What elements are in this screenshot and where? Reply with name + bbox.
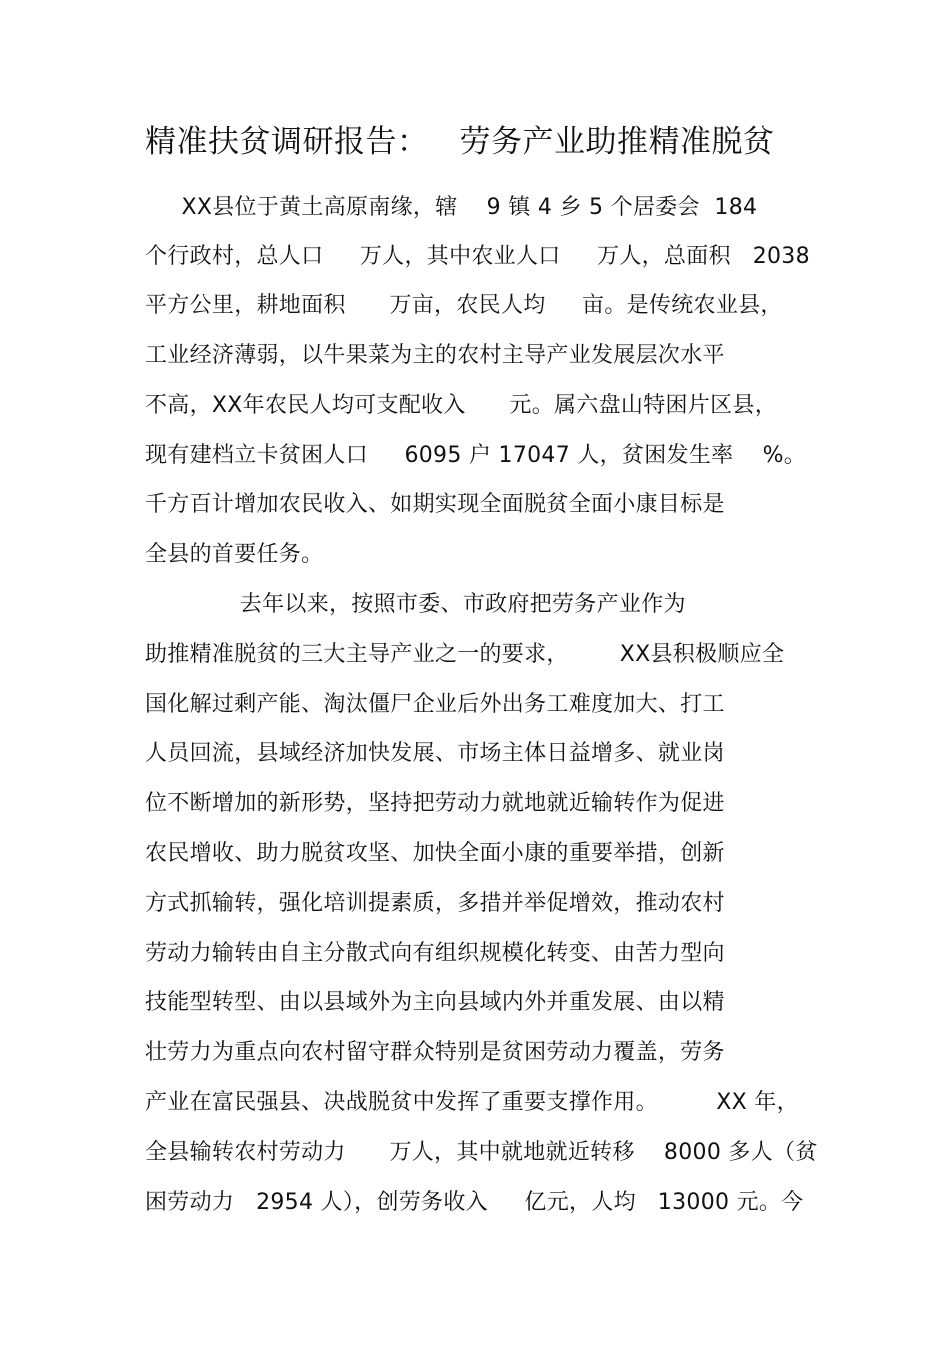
paragraph-1-line-8: 全县的首要任务。	[145, 542, 324, 567]
paragraph-2-line-4: 人员回流，县域经济加快发展、市场主体日益增多、就业岗	[145, 741, 725, 766]
document-title: 精准扶贫调研报告： 劳务产业助推精准脱贫	[145, 124, 775, 160]
paragraph-1-line-3: 平方公里，耕地面积 万亩，农民人均 亩。是传统农业县，	[145, 293, 783, 318]
paragraph-2-line-6: 农民增收、助力脱贫攻坚、加快全面小康的重要举措，创新	[145, 841, 725, 866]
paragraph-2-line-1: 去年以来，按照市委、市政府把劳务产业作为	[145, 592, 686, 617]
paragraph-2-line-2: 助推精准脱贫的三大主导产业之一的要求， XX县积极顺应全	[145, 642, 785, 667]
paragraph-1-line-7: 千方百计增加农民收入、如期实现全面脱贫全面小康目标是	[145, 492, 725, 517]
paragraph-2-line-7: 方式抓输转，强化培训提素质，多措并举促增效，推动农村	[145, 891, 725, 916]
paragraph-2-line-3: 国化解过剩产能、淘汰僵尸企业后外出务工难度加大、打工	[145, 692, 725, 717]
paragraph-1-line-6: 现有建档立卡贫困人口 6095 户 17047 人，贫困发生率 %。	[145, 443, 807, 468]
paragraph-2-line-10: 壮劳力为重点向农村留守群众特别是贫困劳动力覆盖，劳务	[145, 1040, 725, 1065]
paragraph-2-line-11: 产业在富民强县、决战脱贫中发挥了重要支撑作用。 XX 年，	[145, 1090, 799, 1115]
paragraph-2-line-9: 技能型转型、由以县域外为主向县域内外并重发展、由以精	[145, 990, 725, 1015]
paragraph-1-line-1: XX县位于黄土高原南缘，辖 9 镇 4 乡 5 个居委会 184	[145, 195, 758, 220]
paragraph-1-line-4: 工业经济薄弱，以牛果菜为主的农村主导产业发展层次水平	[145, 343, 725, 368]
paragraph-2-line-13: 困劳动力 2954 人），创劳务收入 亿元，人均 13000 元。今	[145, 1190, 804, 1215]
paragraph-2-line-12: 全县输转农村劳动力 万人，其中就地就近转移 8000 多人（贫	[145, 1140, 818, 1165]
paragraph-1-line-2: 个行政村，总人口 万人，其中农业人口 万人，总面积 2038	[145, 244, 810, 269]
paragraph-2-line-5: 位不断增加的新形势，坚持把劳动力就地就近输转作为促进	[145, 791, 725, 816]
paragraph-2-line-8: 劳动力输转由自主分散式向有组织规模化转变、由苦力型向	[145, 941, 725, 966]
paragraph-1-line-5: 不高，XX年农民人均可支配收入 元。属六盘山特困片区县，	[145, 393, 778, 418]
